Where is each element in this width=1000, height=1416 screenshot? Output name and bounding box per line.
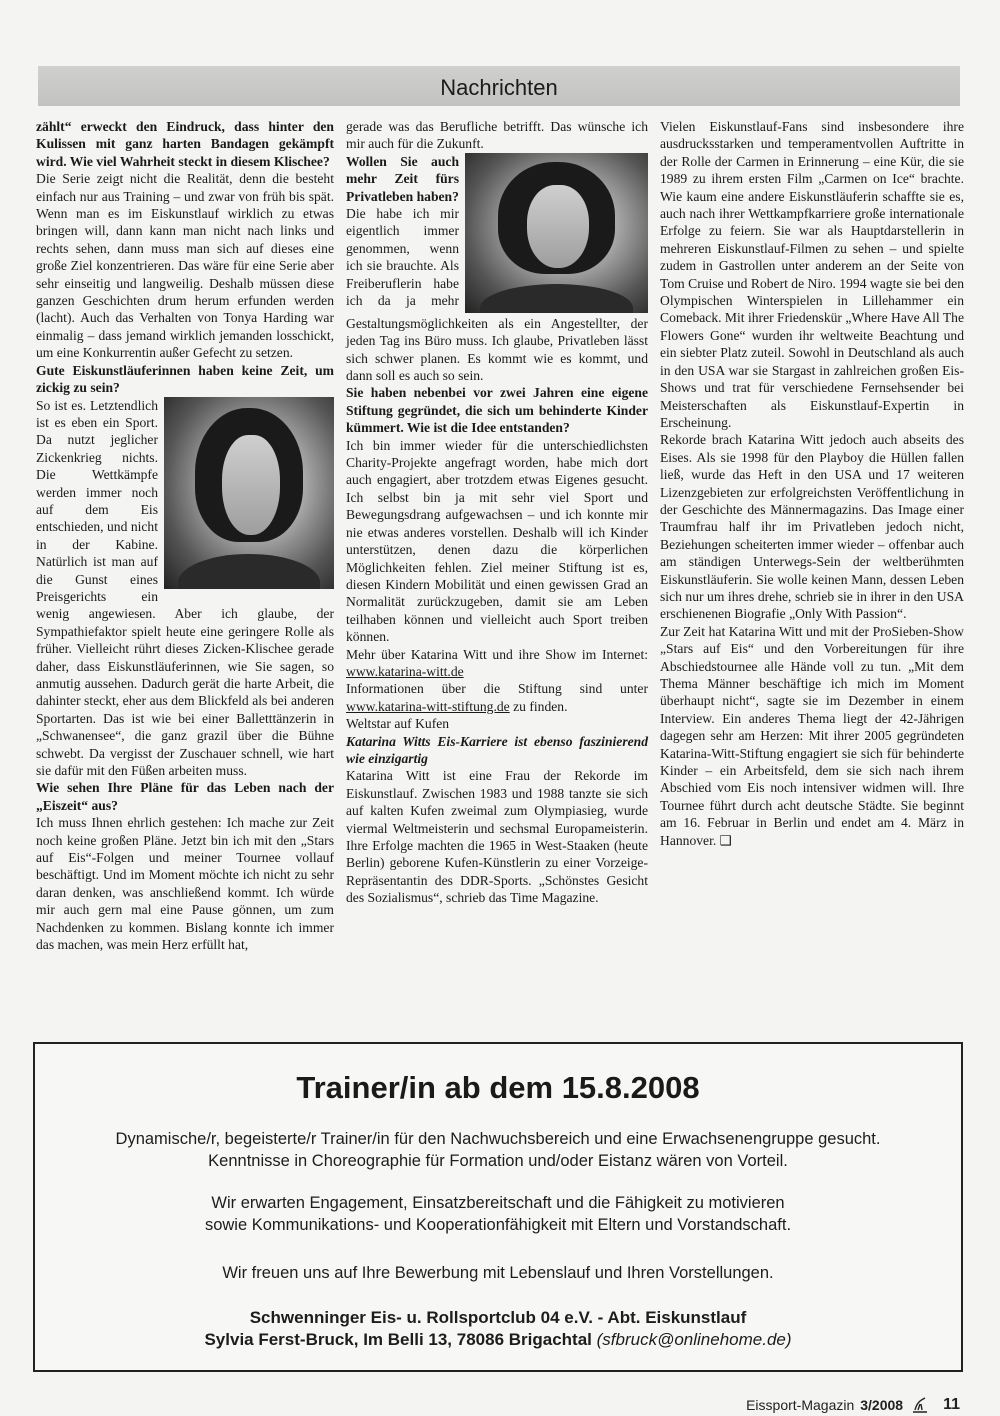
- paragraph: [346, 767, 648, 906]
- paragraph: [660, 623, 964, 849]
- paragraph-text: Wollen Sie auch mehr Zeit fürs Privatleben haben?: [346, 153, 459, 204]
- paragraph-text: Ich bin immer wieder für die unterschiedlichsten Charity-Projekte angefragt worden, habe mich dort auch engagiert, aber trotzdem etwas Eigenes gesucht. Ich selbst bin ja mit sehr viel Sport und Bewegungsdrang aufgewachsen – und ich konnte mir nie etwas anderes vorstellen. Deshalb will ich Kinder unterstützen, denen dazu die körperlichen Möglichkeiten fehlen. Ziel meiner Stiftung ist es, diesen Kindern Mobilität und einen gewissen Grad an Normalität zurückzugeben, damit sie am Leben teilhaben können und vielleicht auch Sport treiben können.: [346, 437, 648, 645]
- job-advertisement: [33, 1042, 963, 1372]
- paragraph: [346, 437, 648, 646]
- paragraph-text: Zur Zeit hat Katarina Witt und mit der ProSieben-Show „Stars auf Eis“ und den Vorbereitungen für ihre Abschiedstournee alle Hände voll zu tun. „Mit dem Thema Männer beschäftige ich mich im Moment überhaupt nicht“, sagte sie im Dezember in einem Interview. Ein anderes Thema liegt der 42-Jährigen dagegen sehr am Herzen: Mit ihrer 2005 gegründeten Katarina-Witt-Stiftung engagiert sie sich für behinderte Kinder – ein Arbeitsfeld, dem sie sich nach ihrem Abschied vom Eis noch intensiver widmen will. Ihre Tournee führt durch acht deutsche Städte. Sie beginnt am 16. Februar in Berlin und endet am 4. März in Hannover. ❑: [660, 623, 964, 848]
- paragraph-text: Wie sehen Ihre Pläne für das Leben nach der „Eiszeit“ aus?: [36, 780, 334, 813]
- section-title: Nachrichten: [440, 75, 558, 100]
- ad-email[interactable]: (sfbruck@onlinehome.de): [596, 1330, 792, 1349]
- paragraph-text: zu finden.: [509, 698, 568, 714]
- paragraph-text: Weltstar auf Kufen: [346, 716, 450, 732]
- paragraph-text: Katarina Witts Eis-Karriere ist ebenso faszinierend wie einzigartig: [346, 733, 648, 766]
- ad-line-4: sowie Kommunikations- und Kooperationfähigkeit mit Eltern und Vorstandschaft.: [204, 1216, 792, 1234]
- page-number: 11: [943, 1396, 960, 1413]
- ad-line-2: Kenntnisse in Choreographie für Formation und/oder Eistanz wären von Vorteil.: [208, 1152, 788, 1170]
- web-link[interactable]: www.katarina-witt-stiftung.de: [346, 698, 510, 714]
- ad-line-3: Wir erwarten Engagement, Einsatzbereitschaft und die Fähigkeit zu motivieren: [211, 1194, 785, 1212]
- subheading: [346, 733, 648, 768]
- paragraph: [346, 680, 648, 715]
- paragraph-text: Katarina Witt ist eine Frau der Rekorde im Eiskunstlauf. Zwischen 1983 und 1988 tanzte sie sich auf kalten Kufen zweimal zum Olympiasieg, wurde viermal Weltmeisterin und sechsmal Europameisterin. Ihre Erfolge machten die 1965 in West-Staaken (heute Berlin) geborene Kufen-Künstlerin zu einer Vorzeige-Repräsentantin des DDR-Sports. „Schönstes Gesicht des Sozialismus“, schrieb das Time Magazine.: [346, 768, 648, 906]
- paragraph-text: Informationen über die Stiftung sind unter: [346, 681, 648, 697]
- paragraph-text: Rekorde brach Katarina Witt jedoch auch abseits des Eises. Als sie 1998 für den Playboy die Hüllen fallen ließ, wurde das Heft in den USA und 17 weiteren Lizenzgebieten zur erfolgreichsten Veröffentlichung in der Geschichte des Männermagazins. Das Image einer Traumfrau half ihr im Privatleben jedoch nicht, Beziehungen scheiterten immer wieder – offenbar auch am ständigen Unterwegs-Sein der weltberühmten Eiskunstläuferin. Sie wolle keinen Mann, dessen Leben sich nur um ihres drehe, schrieb sie in ihrer in den USA erschienenen Biografie „Only With Passion“.: [660, 432, 964, 622]
- paragraph: [346, 715, 648, 732]
- ad-club: Schwenninger Eis- u. Rollsportclub 04 e.V. - Abt. Eiskunstlauf: [249, 1308, 747, 1327]
- paragraph-text: Die Serie zeigt nicht die Realität, denn die besteht einfach nur aus Training – und zwar von früh bis spät. Wenn man es im Eiskunstlauf wirklich zu etwas bringen will, dann kann man nicht nach links und rechts sehen, dann muss man sich auf dieses eine große Ziel konzentrieren. Das wäre für eine Serie aber sehr einseitig und langweilig. Deshalb müssen diese ganzen Geschichten drum herum erfunden werden (lacht). Auch das Verhalten von Tonya Harding war einmalig – dass jemand wirklich jemanden losschickt, um eine Konkurrentin außer Gefecht zu setzen.: [36, 171, 334, 361]
- paragraph: [660, 431, 964, 622]
- paragraph-text: Sie haben nebenbei vor zwei Jahren eine eigene Stiftung gegründet, die sich um behinderte Kinder kümmert. Wie ist die Idee entstanden?: [346, 385, 648, 436]
- interview-question: [36, 779, 334, 814]
- photo-portrait-right: [465, 153, 648, 313]
- paragraph-text: Vielen Eiskunstlauf-Fans sind insbesondere ihre ausdrucksstarken und temperamentvollen Auftritte in der Rolle der Carmen in Erinnerung – eine Kür, die sie 1989 zu ihrem ersten Film „Carmen on Ice“ brachte. Wie kaum eine andere Eiskunstläuferin schaffte sie es, auch nach ihrer Wettkampfkarriere große internationale Erfolge zu feiern. Sie war als Hauptdarstellerin in mehreren Eiskunstlauf-Filmen zu sehen – und spielte zudem in Gastrollen unter anderem an der Seite von Tom Cruise und Robert de Niro. 1994 wagte sie bei den Olympischen Winterspielen in Lillehammer ein Comeback. Mit ihrer Friedenskür „Where Have All The Flowers Gone“ wurden ihr weltweite Beachtung und ein siebter Platz zuteil. Sowohl in Deutschland als auch in den USA war sie Stargast in zahlreichen großen Eis-Shows und trat für verschiedene Fernsehsender bei Meisterschaften als Eiskunstlauf-Expertin in Erscheinung.: [660, 119, 965, 430]
- interview-question: [346, 384, 648, 436]
- paragraph-text: zählt“ erweckt den Eindruck, dass hinter den Kulissen mit ganz harten Bandagen gekämpft wird. Wie viel Wahrheit steckt in diesem Klischee?: [36, 119, 334, 169]
- magazine-name: Eissport-Magazin: [746, 1397, 855, 1413]
- paragraph: [346, 118, 648, 153]
- interview-question: [36, 118, 334, 170]
- ad-contact-address: Sylvia Ferst-Bruck, Im Belli 13, 78086 Brigachtal: [204, 1330, 592, 1349]
- article-column-3: [660, 118, 964, 849]
- page-footer: [746, 1395, 960, 1415]
- interview-question: [36, 362, 334, 397]
- photo-portrait-left: [164, 397, 334, 589]
- section-header: [38, 66, 960, 106]
- paragraph: [660, 118, 964, 431]
- ad-contact: [35, 1330, 961, 1350]
- web-link[interactable]: www.katarina-witt.de: [346, 663, 464, 679]
- ad-line-1: Dynamische/r, begeisterte/r Trainer/in für den Nachwuchsbereich und eine Erwachsenengruppe gesucht.: [115, 1130, 881, 1148]
- paragraph-text: gerade was das Berufliche betrifft. Das wünsche ich mir auch für die Zukunft.: [346, 119, 648, 152]
- paragraph-text: Die habe ich mir eigentlich immer genommen, wenn ich sie brauchte. Als Freiberuflerin habe ich da ja mehr Gestaltungsmöglichkeiten als ein Angestellter, der jeden Tag ins Büro muss. Ich glaube, Privatleben lässt sich schwer planen. Es kommt wie es kommt, und dann soll es auch so sein.: [346, 206, 648, 384]
- paragraph-text: Mehr über Katarina Witt und ihre Show im Internet:: [346, 646, 648, 662]
- ad-line-5: Wir freuen uns auf Ihre Bewerbung mit Lebenslauf und Ihren Vorstellungen.: [222, 1264, 774, 1282]
- paragraph: [36, 814, 334, 953]
- skater-logo-icon: [909, 1394, 931, 1416]
- paragraph: [36, 170, 334, 361]
- paragraph-text: So ist es. Letztendlich ist es eben ein Sport. Da nutzt jeglicher Zickenkrieg nichts. Die Wettkämpfe werden immer noch auf dem Eis entschieden, und nicht in der Kabine. Natürlich ist man auf die Gunst eines Preisgerichts ein wenig angewiesen. Aber ich glaube, der Sympathiefaktor spielt heute eine geringere Rolle als früher. Vielleicht rührt dieses Zicken-Klischee gerade daher, dass Eiskunstläuferinnen, wie Sie sagen, so anmutig aussehen. Dadurch gerät die harte Arbeit, die dahinter steckt, eher aus dem Blickfeld als bei anderen Sportarten. Das ist wie bei einer Balletttänzerin in „Schwanensee“, die ganz grazil über die Bühne schwebt. Da vergisst der Zuschauer schnell, wie hart sie dafür mit den Füßen arbeiten muss.: [36, 397, 334, 779]
- paragraph-text: Ich muss Ihnen ehrlich gestehen: Ich mache zur Zeit noch keine großen Pläne. Jetzt bin ich mit den „Stars auf Eis“-Folgen und meiner Tournee vollauf beschäftigt. Und im Moment möchte ich nicht zu sehr daran denken, was anschließend kommt. Ich würde mir auch gern mal eine Pause gönnen, um zum Nachdenken zu kommen. Bislang konnte ich immer das machen, was mein Herz erfüllt hat,: [36, 815, 334, 953]
- paragraph: [346, 646, 648, 681]
- paragraph-text: Gute Eiskunstläuferinnen haben keine Zeit, um zickig zu sein?: [36, 362, 334, 396]
- article-column-1: [36, 118, 334, 954]
- ad-title: Trainer/in ab dem 15.8.2008: [296, 1070, 700, 1105]
- article-column-2: [346, 118, 648, 907]
- issue-number: 3/2008: [860, 1397, 904, 1413]
